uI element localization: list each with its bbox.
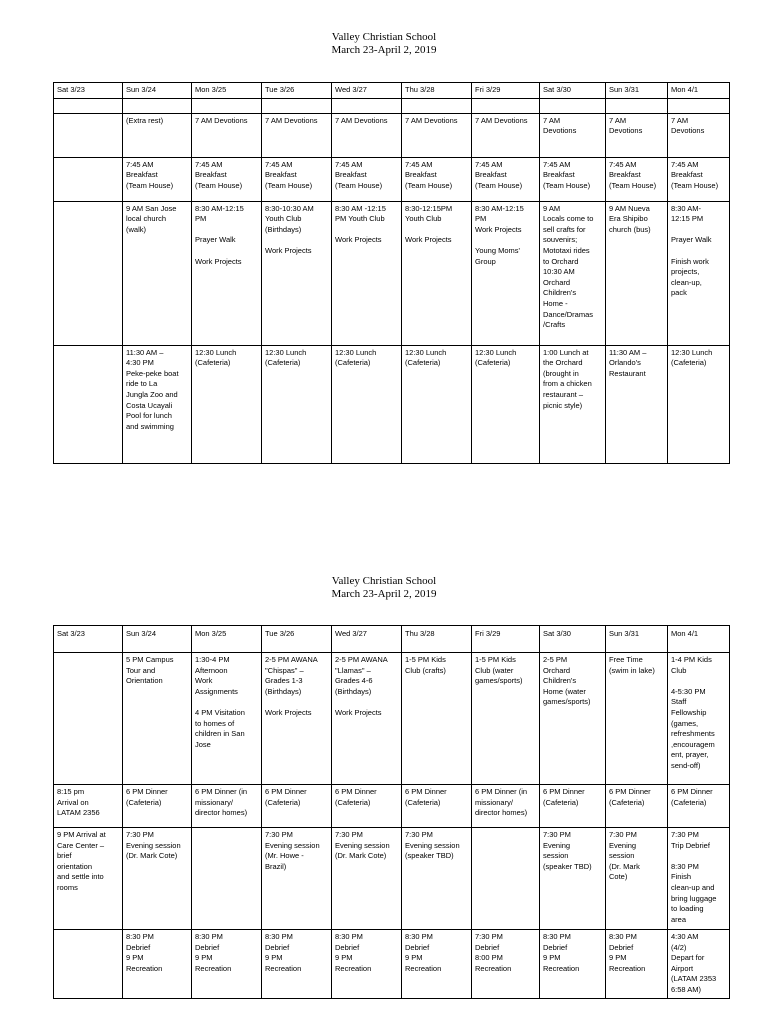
cell-text: 7:45 AM Breakfast (Team House) [126, 159, 174, 190]
schedule-cell [192, 930, 262, 999]
cell-text: 7:45 AM Breakfast (Team House) [335, 159, 383, 190]
schedule-cell [668, 653, 730, 785]
school-name: Valley Christian School [331, 575, 437, 587]
cell-text: 7:45 AM Breakfast (Team House) [195, 159, 243, 190]
schedule-cell [402, 653, 472, 785]
cell-text: 12:30 Lunch (Cafeteria) [265, 347, 307, 368]
day-header-cell: Mon 4/1 [668, 83, 730, 99]
day-header-cell: Fri 3/29 [472, 626, 540, 653]
cell-text: 8:30 PM Debrief 9 PM Recreation [543, 932, 580, 973]
day-header-cell: Wed 3/27 [332, 626, 402, 653]
schedule-cell [54, 113, 123, 157]
cell-text: 7:30 PM Evening session (Dr. Mark Cote) [335, 830, 390, 861]
cell-text: 7:30 PM Trip Debrief 8:30 PM Finish clean-up and bring luggage to loading area [671, 830, 717, 924]
day-header-cell: Mon 4/1 [668, 626, 730, 653]
day-header-cell: Wed 3/27 [332, 83, 402, 99]
schedule-cell [123, 157, 192, 201]
cell-text: 7 AM Devotions [265, 115, 318, 125]
day-header-row [54, 626, 730, 653]
cell-text: 7 AM Devotions [405, 115, 458, 125]
cell-text: (Extra rest) [126, 115, 164, 125]
cell-text: 9 AM Locals come to sell crafts for souvenirs; Mototaxi rides to Orchard 10:30 AM Orchard Children's Home - Dance/Dramas /Crafts [543, 203, 594, 330]
schedule-cell [668, 345, 730, 463]
schedule-cell [54, 785, 123, 828]
schedule-cell [472, 345, 540, 463]
schedule-row [54, 785, 730, 828]
afternoon-schedule-table [53, 625, 730, 999]
cell-text: 6 PM Dinner (Cafeteria) [671, 787, 713, 807]
cell-text: 1-4 PM Kids Club 4-5:30 PM Staff Fellowship (games, refreshments ,encouragem ent, prayer, send-off) [671, 655, 715, 770]
cell-text: 12:30 Lunch (Cafeteria) [475, 347, 517, 368]
schedule-cell [472, 113, 540, 157]
cell-text: 7:45 AM Breakfast (Team House) [609, 159, 657, 190]
day-header-cell: Mon 3/25 [192, 626, 262, 653]
schedule-cell [606, 828, 668, 930]
day-header-cell: Fri 3/29 [472, 83, 540, 99]
cell-text: 7 AM Devotions [609, 115, 643, 136]
cell-text: 7:45 AM Breakfast (Team House) [265, 159, 313, 190]
day-header-cell: Sun 3/31 [606, 83, 668, 99]
schedule-cell [606, 930, 668, 999]
cell-text: 12:30 Lunch (Cafeteria) [671, 347, 713, 368]
schedule-cell [472, 828, 540, 930]
day-header-cell: Thu 3/28 [402, 626, 472, 653]
schedule-row [54, 201, 730, 345]
cell-text: 8:15 pm Arrival on LATAM 2356 [57, 787, 100, 818]
cell-text: 11:30 AM – 4:30 PM Peke-peke boat ride to La Jungla Zoo and Costa Ucayali Pool for lunch and swimming [126, 347, 179, 431]
cell-text: 6 PM Dinner (Cafeteria) [265, 787, 307, 807]
schedule-cell [262, 157, 332, 201]
cell-text: 6 PM Dinner (Cafeteria) [335, 787, 377, 807]
cell-text: 9 PM Arrival at Care Center – brief orientation and settle into rooms [57, 830, 106, 892]
cell-text: 7:30 PM Debrief 8:00 PM Recreation [475, 932, 512, 973]
day-header-cell: Sun 3/31 [606, 626, 668, 653]
schedule-cell [262, 828, 332, 930]
cell-text: 7:30 PM Evening session (speaker TBD) [543, 830, 592, 871]
cell-text: 8:30 AM-12:15 PM Prayer Walk Work Projects [195, 203, 244, 266]
schedule-cell [668, 828, 730, 930]
cell-text: 1:30-4 PM Afternoon Work Assignments 4 PM Visitation to homes of children in San Jose [195, 655, 245, 749]
school-name: Valley Christian School [331, 31, 437, 43]
day-header-row [54, 83, 730, 99]
morning-schedule-table [53, 82, 730, 464]
cell-text: Free Time (swim in lake) [609, 655, 655, 675]
schedule-cell [402, 113, 472, 157]
schedule-cell [123, 653, 192, 785]
schedule-cell [402, 785, 472, 828]
schedule-cell [54, 828, 123, 930]
schedule-cell [402, 930, 472, 999]
cell-text: 8:30 PM Debrief 9 PM Recreation [126, 932, 163, 973]
day-header-cell: Sat 3/30 [540, 83, 606, 99]
schedule-cell [472, 157, 540, 201]
cell-text: 11:30 AM – Orlando's Restaurant [609, 347, 647, 378]
schedule-cell [54, 930, 123, 999]
schedule-cell [668, 157, 730, 201]
schedule-cell [332, 113, 402, 157]
schedule-cell [262, 785, 332, 828]
cell-text: 8:30 AM-12:15 PM Work Projects Young Moms' Group [475, 203, 524, 266]
schedule-cell [192, 157, 262, 201]
schedule-cell [472, 653, 540, 785]
schedule-cell [332, 345, 402, 463]
schedule-cell [540, 201, 606, 345]
cell-text: 1-5 PM Kids Club (crafts) [405, 655, 446, 675]
schedule-cell [332, 930, 402, 999]
schedule-cell [123, 828, 192, 930]
cell-text: 8:30 PM Debrief 9 PM Recreation [609, 932, 646, 973]
schedule-cell [332, 828, 402, 930]
trip-dates: March 23-April 2, 2019 [331, 44, 437, 56]
cell-text: 2-5 PM Orchard Children's Home (water games/sports) [543, 655, 591, 707]
schedule-cell [540, 113, 606, 157]
schedule-cell [402, 201, 472, 345]
schedule-cell [192, 653, 262, 785]
schedule-row [54, 653, 730, 785]
cell-text: 8:30 PM Debrief 9 PM Recreation [335, 932, 372, 973]
schedule-cell [540, 653, 606, 785]
schedule-cell [540, 157, 606, 201]
schedule-cell [402, 345, 472, 463]
schedule-cell [402, 157, 472, 201]
schedule-cell [332, 157, 402, 201]
day-header-cell: Sat 3/30 [540, 626, 606, 653]
schedule-cell [332, 785, 402, 828]
schedule-cell [472, 201, 540, 345]
schedule-cell [262, 345, 332, 463]
schedule-cell [123, 201, 192, 345]
cell-text: 12:30 Lunch (Cafeteria) [405, 347, 447, 368]
cell-text: 7:45 AM Breakfast (Team House) [671, 159, 719, 190]
schedule-cell [540, 930, 606, 999]
schedule-cell [606, 113, 668, 157]
schedule-cell [54, 345, 123, 463]
cell-text: 7:30 PM Evening session (speaker TBD) [405, 830, 460, 861]
cell-text: 6 PM Dinner (in missionary/ director homes) [475, 787, 528, 818]
schedule-header-2 [0, 575, 768, 601]
day-header-cell: Thu 3/28 [402, 83, 472, 99]
cell-text: 12:30 Lunch (Cafeteria) [195, 347, 237, 368]
schedule-cell [668, 113, 730, 157]
day-header-cell: Sat 3/23 [54, 626, 123, 653]
schedule-cell [668, 930, 730, 999]
cell-text: 8:30-10:30 AM Youth Club (Birthdays) Work Projects [265, 203, 314, 255]
schedule-cell [472, 930, 540, 999]
day-header-cell: Sun 3/24 [123, 626, 192, 653]
schedule-cell [192, 113, 262, 157]
cell-text: 7 AM Devotions [475, 115, 528, 125]
schedule-row [54, 113, 730, 157]
cell-text: 7 AM Devotions [335, 115, 388, 125]
schedule-row [54, 828, 730, 930]
cell-text: 7:30 PM Evening session (Dr. Mark Cote) [126, 830, 181, 861]
schedule-cell [262, 201, 332, 345]
schedule-cell [262, 113, 332, 157]
schedule-cell [668, 201, 730, 345]
cell-text: 6 PM Dinner (in missionary/ director homes) [195, 787, 248, 818]
schedule-cell [606, 345, 668, 463]
day-header-cell: Tue 3/26 [262, 83, 332, 99]
schedule-cell [472, 785, 540, 828]
schedule-cell [123, 345, 192, 463]
day-header-cell: Mon 3/25 [192, 83, 262, 99]
day-header-cell: Sun 3/24 [123, 83, 192, 99]
day-header-cell: Tue 3/26 [262, 626, 332, 653]
schedule-cell [402, 828, 472, 930]
schedule-cell [606, 157, 668, 201]
schedule-cell [606, 653, 668, 785]
schedule-cell [123, 113, 192, 157]
schedule-cell [54, 653, 123, 785]
cell-text: 5 PM Campus Tour and Orientation [126, 655, 174, 686]
schedule-cell [332, 653, 402, 785]
cell-text: 7 AM Devotions [671, 115, 705, 136]
schedule-cell [540, 345, 606, 463]
cell-text: 4:30 AM (4/2) Depart for Airport (LATAM 2353 6:58 AM) [671, 932, 717, 994]
cell-text: 7:30 PM Evening session (Dr. Mark Cote) [609, 830, 640, 882]
cell-text: 7:45 AM Breakfast (Team House) [543, 159, 591, 190]
cell-text: 12:30 Lunch (Cafeteria) [335, 347, 377, 368]
day-header-cell: Sat 3/23 [54, 83, 123, 99]
cell-text: 9 AM Nueva Era Shipibo church (bus) [609, 203, 651, 234]
cell-text: 8:30-12:15PM Youth Club Work Projects [405, 203, 453, 245]
cell-text: 6 PM Dinner (Cafeteria) [405, 787, 447, 807]
schedule-cell [54, 157, 123, 201]
schedule-cell [262, 930, 332, 999]
cell-text: 1:00 Lunch at the Orchard (brought in from a chicken restaurant – picnic style) [543, 347, 592, 410]
schedule-cell [192, 785, 262, 828]
schedule-cell [668, 785, 730, 828]
schedule-cell [54, 201, 123, 345]
schedule-cell [192, 201, 262, 345]
cell-text: 1-5 PM Kids Club (water games/sports) [475, 655, 523, 686]
schedule-cell [192, 828, 262, 930]
schedule-row [54, 930, 730, 999]
schedule-row [54, 157, 730, 201]
cell-text: 6 PM Dinner (Cafeteria) [126, 787, 168, 807]
cell-text: 8:30 PM Debrief 9 PM Recreation [405, 932, 442, 973]
trip-dates: March 23-April 2, 2019 [331, 588, 437, 600]
cell-text: 8:30 AM- 12:15 PM Prayer Walk Finish work projects, clean-up, pack [671, 203, 712, 298]
cell-text: 2-5 PM AWANA "Llamas" – Grades 4-6 (Birthdays) Work Projects [335, 655, 388, 717]
cell-text: 6 PM Dinner (Cafeteria) [543, 787, 585, 807]
schedule-cell [540, 785, 606, 828]
schedule-cell [540, 828, 606, 930]
cell-text: 7:45 AM Breakfast (Team House) [475, 159, 523, 190]
cell-text: 7 AM Devotions [195, 115, 248, 125]
cell-text: 7:45 AM Breakfast (Team House) [405, 159, 453, 190]
cell-text: 8:30 AM -12:15 PM Youth Club Work Projects [335, 203, 386, 245]
schedule-cell [332, 201, 402, 345]
cell-text: 7:30 PM Evening session (Mr. Howe - Brazil) [265, 830, 320, 871]
schedule-cell [606, 201, 668, 345]
schedule-cell [123, 930, 192, 999]
cell-text: 7 AM Devotions [543, 115, 577, 136]
cell-text: 9 AM San Jose local church (walk) [126, 203, 177, 234]
schedule-cell [123, 785, 192, 828]
cell-text: 6 PM Dinner (Cafeteria) [609, 787, 651, 807]
cell-text: 8:30 PM Debrief 9 PM Recreation [265, 932, 302, 973]
schedule-cell [192, 345, 262, 463]
schedule-cell [262, 653, 332, 785]
schedule-row [54, 345, 730, 463]
cell-text: 2-5 PM AWANA "Chispas" – Grades 1-3 (Birthdays) Work Projects [265, 655, 318, 717]
spacer-row [54, 98, 730, 113]
schedule-cell [606, 785, 668, 828]
schedule-header-1 [0, 31, 768, 57]
cell-text: 8:30 PM Debrief 9 PM Recreation [195, 932, 232, 973]
